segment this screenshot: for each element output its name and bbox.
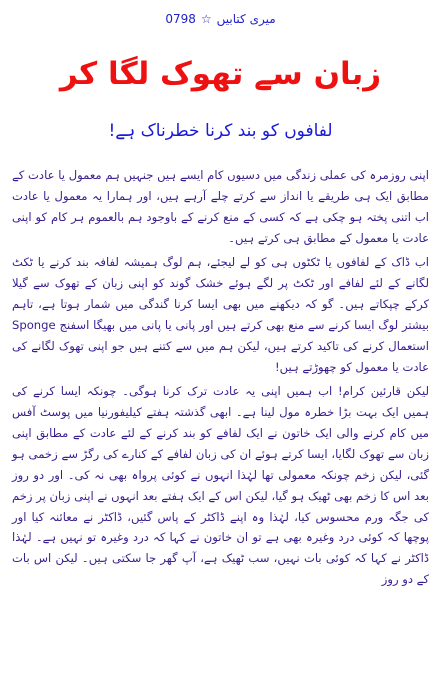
page-header bbox=[0, 9, 441, 29]
paragraph-3: لیکن قارئین کرام! اب ہمیں اپنی یہ عادت ترک کرنا ہوگی۔ چونکہ ایسا کرنے کی ہمیں ایک بہت بڑا خطرہ مول لینا ہے۔ ابھی گذشتہ ہفتے کیلیفورنیا میں پوسٹ آفس میں کام کرنے والی ایک خاتون نے ایک لفافے کو بند کرنے کے لئے عادت کے مطابق اپنی زبان سے تھوک لگایا، ایسا کرتے ہوئے ان کی زبان لفافے کے کنارے کی رگڑ سے زخمی ہو گئی، لیکن زخم چونکہ معمولی تھا لہٰذا انہوں نے کوئی پرواہ بھی نہ کی۔ اور دو روز بعد اس کا زخم بھی ٹھیک ہو گیا، لیکن اس کے ایک ہفتے بعد انہوں نے اپنی زبان پر زخم کی جگہ ورم محسوس کیا، لہٰذا وہ اپنے ڈاکٹر کے پاس گئیں، ڈاکٹر نے معائنہ کیا اور پوچھا کہ کوئی درد وغیرہ بھی ہے تو ان خاتون نے کہا کہ درد وغیرہ تو نہیں ہے۔ لہٰذا ڈاکٹر نے کہا کہ کوئی بات نہیں، سب ٹھیک ہے، آپ گھر جا سکتی ہیں۔ لیکن اس بات کے دو روز bbox=[12, 384, 430, 587]
paragraph-1: اپنی روزمرہ کی عملی زندگی میں دسیوں کام ایسے ہیں جنہیں ہم معمول یا عادت کے مطابق ایک ہی طریقے یا انداز سے کرتے چلے آرہے ہیں، اور ہمارا یہ معمول یا عادت اب اتنی پختہ ہو چکی ہے کہ کسی کے منع کرنے کے باوجود ہم بالعموم ہر کام کو اپنی عادت یا معمول کے مطابق ہی کرتے ہیں۔ bbox=[12, 168, 429, 245]
page-number: 0798 bbox=[165, 12, 196, 26]
article-title: زبان سے تھوک لگا کر bbox=[59, 56, 382, 92]
site-name: میری کتابیں bbox=[216, 12, 276, 26]
paragraph-2: اب ڈاک کے لفافوں یا ٹکٹوں ہی کو لے لیجئے، ہم لوگ ہمیشہ لفافہ بند کرنے یا ٹکٹ لگانے کے لئے لفافے اور ٹکٹ پر لگے ہوئے خشک گوند کو اپنی زبان کے تھوک سے گیلا کرکے چپکاتے ہیں۔ گو کہ دیکھنے میں بھی ایسا کرنا گندگی میں شمار ہوتا ہے، تاہم بیشتر لوگ ایسا کرنے سے منع بھی کرتے ہیں اور پانی یا پانی میں بھیگا اسفنج Sponge استعمال کرنے کی تاکید کرتے ہیں، لیکن ہم میں سے کتنے ہیں جو اپنی تھوک لگانے کی عادت یا معمول کو چھوڑتے ہیں! bbox=[12, 255, 429, 374]
star-icon: ☆ bbox=[200, 12, 212, 26]
article-body bbox=[12, 165, 429, 590]
article-subtitle: لفافوں کو بند کرنا خطرناک ہے! bbox=[108, 121, 333, 141]
